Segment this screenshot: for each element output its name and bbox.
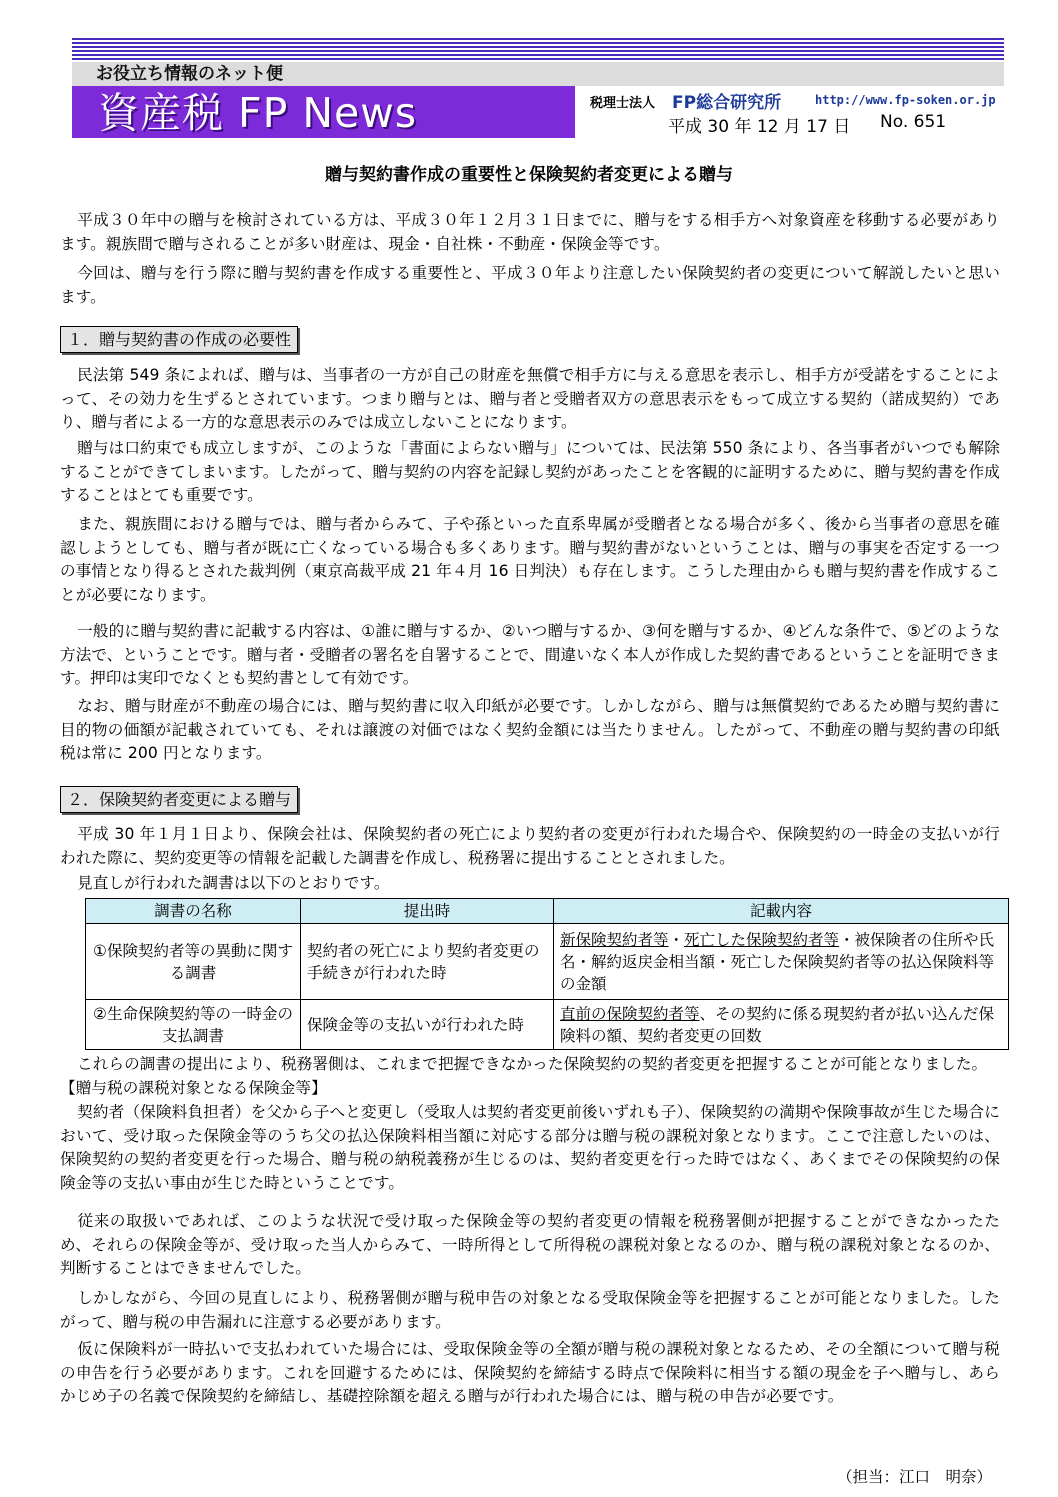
table-row [86,924,1009,1000]
section2-heading: ２．保険契約者変更による贈与 [60,786,298,813]
table-cell-content [554,924,1009,1000]
underlined-term: 直前の保険契約者等 [560,1004,700,1023]
intro-paragraph-2: 今回は、贈与を行う際に贈与契約書を作成する重要性と、平成３０年より注意したい保険契約者の変更について解説したいと思います。 [60,264,1000,306]
records-table [85,898,1009,1050]
table-header-content: 記載内容 [554,899,1009,924]
section2-paragraph: 契約者（保険料負担者）を父から子へと変更し（受取人は契約者変更前後いずれも子）、保険契約の満期や保険事故が生じた場合において、受け取った保険金等のうち父の払込保険料相当額に対応する部分は贈与税の課税対象となります。ここで注意したいのは、保険契約の契約者変更を行った場合、贈与税の納税義務が生じるのは、契約者変更を行った時ではなく、あくまでその保険契約の保険金等の支払い事由が生じた時ということです。 [60,1103,1000,1192]
section1-paragraph: なお、贈与財産が不動産の場合には、贈与契約書に収入印紙が必要です。しかしながら、贈与は無償契約であるため贈与契約書に目的物の価額が記載されていても、それは譲渡の対価ではなく契約金額には当たりません。したがって、不動産の贈与契約書の印紙税は常に 200 円となります。 [60,697,1000,762]
article-title: 贈与契約書作成の重要性と保険契約者変更による贈与 [325,165,733,185]
org-prefix: 税理士法人 [590,96,656,111]
table-cell-content [554,1000,1009,1050]
section2-paragraph-2: 見直しが行われた調書は以下のとおりです。 [77,874,390,892]
org-name: FP総合研究所 [672,93,782,113]
newsletter-title: 資産税 FP News [98,89,418,137]
section2-paragraph: 従来の取扱いであれば、このような状況で受け取った保険金等の契約者変更の情報を税務署側が把握することができなかったため、それらの保険金等が、受け取った当人からみて、一時所得として所得税の課税対象となるのか、贈与税の課税対象となるのか、判断することはできませんでした。 [60,1212,1000,1277]
author-signature: （担当：江口 明奈） [836,1468,992,1486]
table-row [86,1000,1009,1050]
section1-paragraph: 民法第 549 条によれば、贈与は、当事者の一方が自己の財産を無償で相手方に与える意思を表示し、相手方が受諾をすることによって、その効力を生ずるとされています。つまり贈与とは、贈与者と受贈者双方の意思表示をもって成立する契約（諾成契約）であり、贈与者による一方的な意思表示のみでは成立しないことになります。 [60,366,1000,431]
section1-paragraph: 贈与は口約束でも成立しますが、このような「書面によらない贈与」については、民法第 550 条により、各当事者がいつでも解除することができてしまいます。したがって、贈与契約の内容を記録し契約があったことを客観的に証明するために、贈与契約書を作成することはとても重要です。 [60,439,1000,504]
subheading: 【贈与税の課税対象となる保険金等】 [60,1079,327,1097]
content-text: 、その契約に係る現契約者が払い込んだ保険料の額、契約者変更の回数 [560,1004,995,1045]
underlined-term: 死亡した保険契約者等 [684,930,840,949]
underlined-term: 新保険契約者等 [560,930,669,949]
table-header-name: 調書の名称 [86,899,301,924]
table-header-timing: 提出時 [301,899,554,924]
section1-heading: １．贈与契約書の作成の必要性 [60,326,298,353]
content-separator: ・ [668,930,685,949]
after-table-paragraph: これらの調書の提出により、税務署側は、これまで把握できなかった保険契約の契約者変更を把握することが可能となりました。 [77,1055,988,1073]
table-header-row [86,899,1009,924]
newsletter-subtitle: お役立ち情報のネット便 [96,64,283,84]
table-cell-name: ②生命保険契約等の一時金の支払調書 [86,1000,301,1050]
org-url: http://www.fp-soken.or.jp [815,93,996,107]
content-text: ・被保険者の住所や氏名・解約返戻金相当額・死亡した保険契約者等の払込保険料等の金額 [560,930,995,993]
table-cell-timing: 契約者の死亡により契約者変更の手続きが行われた時 [301,924,554,1000]
table-cell-timing: 保険金等の支払いが行われた時 [301,1000,554,1050]
header-stripes [72,38,1004,62]
table-cell-name: ①保険契約者等の異動に関する調書 [86,924,301,1000]
issue-number: No. 651 [880,112,947,132]
section2-paragraph: しかしながら、今回の見直しにより、税務署側が贈与税申告の対象となる受取保険金等を把握することが可能となりました。したがって、贈与税の申告漏れに注意する必要があります。 [60,1289,1000,1331]
issue-date: 平成 30 年 12 月 17 日 [668,117,851,137]
intro-paragraph-1: 平成３０年中の贈与を検討されている方は、平成３０年１２月３１日までに、贈与をする相手方へ対象資産を移動する必要があります。親族間で贈与されることが多い財産は、現金・自社株・不動産・保険金等です。 [60,211,1000,253]
section2-paragraph: 仮に保険料が一時払いで支払われていた場合には、受取保険金等の全額が贈与税の課税対象となるため、その全額について贈与税の申告を行う必要があります。これを回避するためには、保険契約を締結する時点で保険料に相当する額の現金を子へ贈与し、あらかじめ子の名義で保険契約を締結し、基礎控除額を超える贈与が行われた場合には、贈与税の申告が必要です。 [60,1340,1000,1405]
section1-paragraph: 一般的に贈与契約書に記載する内容は、①誰に贈与するか、②いつ贈与するか、③何を贈与するか、④どんな条件で、⑤どのような方法で、ということです。贈与者・受贈者の署名を自署することで、間違いなく本人が作成した契約書であるということを証明できます。押印は実印でなくとも契約書として有効です。 [60,622,1000,687]
section1-paragraph: また、親族間における贈与では、贈与者からみて、子や孫といった直系卑属が受贈者となる場合が多く、後から当事者の意思を確認しようとしても、贈与者が既に亡くなっている場合も多くあります。贈与契約書がないということは、贈与の事実を否定する一つの事情となり得るとされた裁判例（東京高裁平成 21 年４月 16 日判決）も存在します。こうした理由からも贈与契約書を作成することが必要になります。 [60,515,1000,604]
section2-paragraph-1: 平成 30 年１月１日より、保険会社は、保険契約者の死亡により契約者の変更が行われた場合や、保険契約の一時金の支払いが行われた際に、契約変更等の情報を記載した調書を作成し、税務署に提出することとされました。 [60,825,1000,867]
